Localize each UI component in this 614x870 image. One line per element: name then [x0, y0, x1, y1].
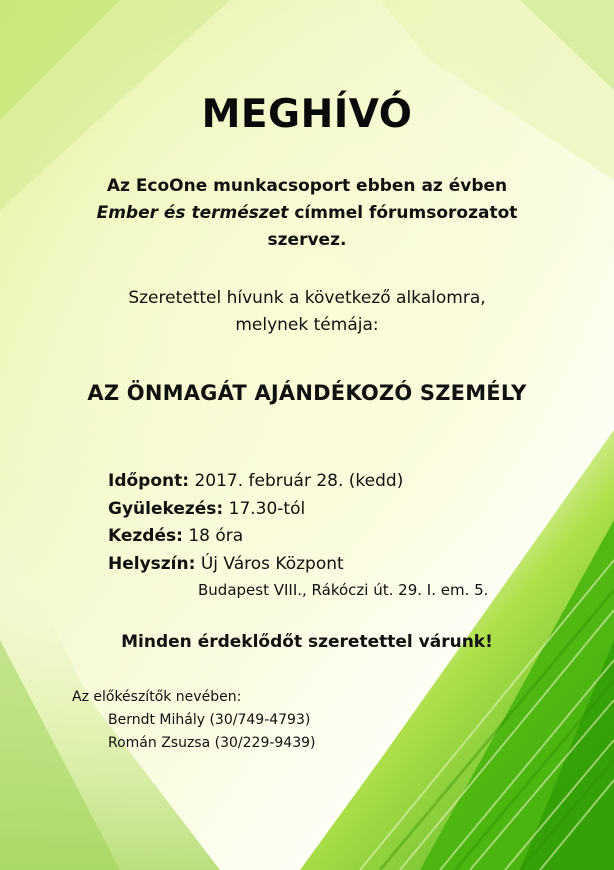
time-label: Időpont: [108, 471, 190, 491]
organizers [72, 686, 316, 755]
detail-gathering [108, 496, 403, 524]
detail-place [108, 551, 403, 579]
detail-time [108, 468, 403, 496]
intro-line-1: Az EcoOne munkacsoport ebben az évben [106, 176, 508, 196]
intro-line-2-rest: címmel fórumsorozatot [288, 203, 518, 223]
welcome-line: Minden érdeklődőt szeretettel várunk! [121, 632, 493, 652]
intro-line-2 [0, 200, 614, 227]
event-theme: AZ ÖNMAGÁT AJÁNDÉKOZÓ SZEMÉLY [87, 381, 527, 405]
organizers-heading: Az előkészítők nevében: [72, 689, 242, 705]
page-title: MEGHÍVÓ [201, 92, 413, 137]
time-value: 2017. február 28. (kedd) [189, 471, 404, 491]
invite-line-1: Szeretettel hívunk a következő alkalomra, [128, 288, 486, 308]
organizer-contact: Berndt Mihály (30/749-4793) [108, 712, 311, 728]
intro-line-3: szervez. [267, 230, 347, 250]
gathering-label: Gyülekezés: [108, 498, 224, 519]
forum-series-name: Ember és természet [96, 203, 289, 223]
start-value: 18 óra [182, 526, 244, 546]
gathering-value: 17.30-tól [223, 498, 306, 519]
intro-paragraph [0, 173, 614, 254]
organizer-contact: Román Zsuzsa (30/229-9439) [108, 735, 316, 751]
invite-line-2: melynek témája: [235, 315, 379, 335]
detail-start [108, 523, 403, 551]
start-label: Kezdés: [108, 526, 183, 546]
venue-address: Budapest VIII., Rákóczi út. 29. I. em. 5. [198, 581, 489, 599]
place-value: Új Város Központ [195, 553, 344, 574]
invite-paragraph [0, 285, 614, 339]
event-details [108, 468, 403, 578]
place-label: Helyszín: [108, 553, 196, 574]
